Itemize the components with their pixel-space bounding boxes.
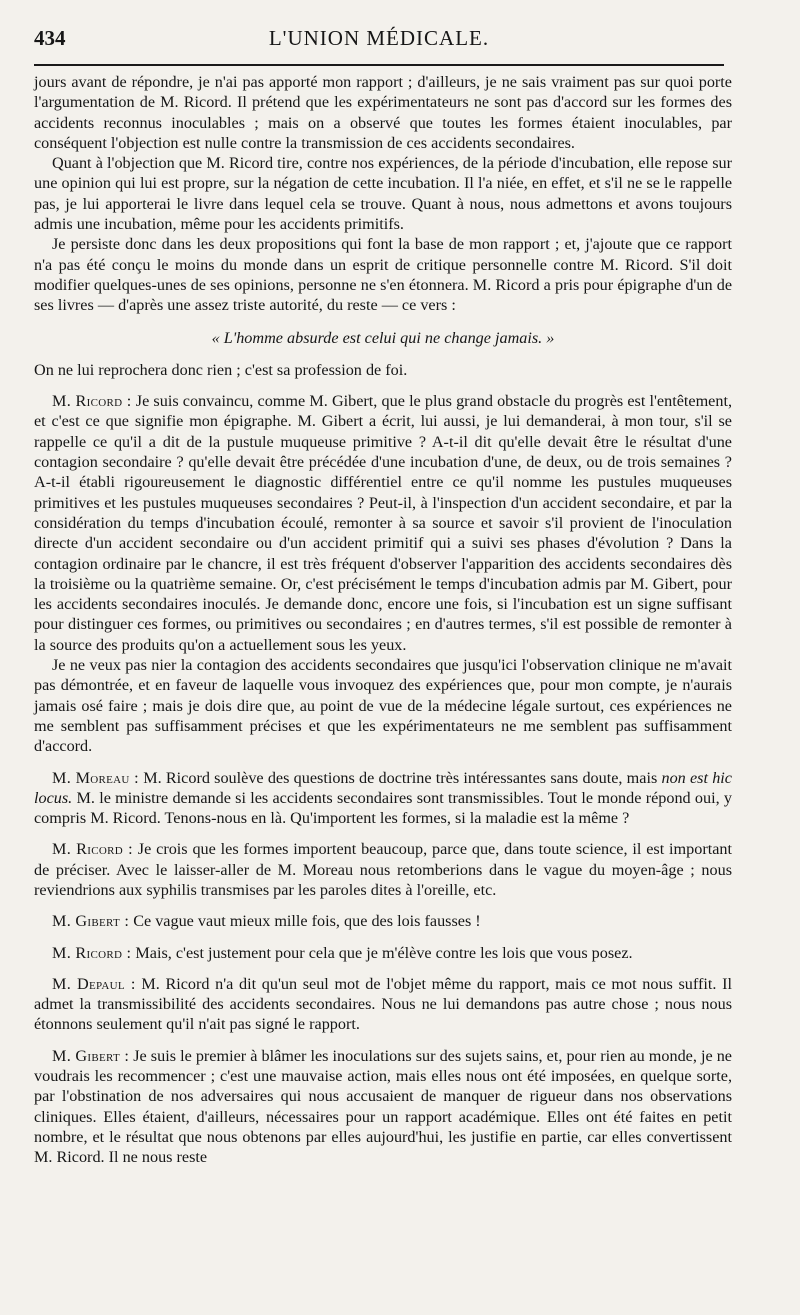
speech-gibert xyxy=(34,911,732,931)
speech-text: Mais, c'est justement pour cela que je m'élève contre les lois que vous posez. xyxy=(131,943,633,962)
paragraph: jours avant de répondre, je n'ai pas apporté mon rapport ; d'ailleurs, je ne sais vraiment pas sur quoi porte l'argumentation de M. Ricord. Il prétend que les expérimentateurs ne sont pas d'accord sur les formes des accidents reconnus inoculables ; mais on a observé que toutes les formes étaient inoculables, par conséquent l'objection est nulle contre la transmission de ces accidents secondaires. xyxy=(34,73,732,152)
article-body xyxy=(34,72,732,1168)
speaker-name: M. Ricord : xyxy=(52,943,132,962)
speech-text: Je suis le premier à blâmer les inoculations sur des sujets sains, et, pour rien au monde, je ne voudrais les recommencer ; c'est une mauvaise action, mais elles nous ont été imposées, en quelque sorte, par l'obstination de nos adversaires qui nous accusaient de manquer de rigueur dans nos observations cliniques. Elles étaient, d'ailleurs, nécessaires pour un rapport académique. Elles ont été faites en petit nombre, et le résultat que nous obtenons par elles aujourd'hui, les justifie en partie, car elles convertissent M. Ricord. Il ne nous reste xyxy=(34,1046,732,1167)
speaker-name: M. Gibert : xyxy=(52,1046,130,1065)
speech-depaul xyxy=(34,974,732,1035)
header-rule xyxy=(34,64,724,66)
paragraph: Je persiste donc dans les deux propositions qui font la base de mon rapport ; et, j'ajoute que ce rapport n'a pas été conçu le moins du monde dans un esprit de critique personnelle contre M. Ricord. S'il doit modifier quelques-unes de ses opinions, personne ne s'en étonnera. M. Ricord a pris pour épigraphe d'un de ses livres — d'après une assez triste autorité, du reste — ce vers : xyxy=(34,235,732,315)
speech-ricord xyxy=(34,943,732,963)
page-header xyxy=(34,26,724,58)
paragraph: Je ne veux pas nier la contagion des accidents secondaires que jusqu'ici l'observation clinique ne m'avait pas démontrée, et en faveur de laquelle vous invoquez des expériences que, pour mon compte, je n'aurais jamais osé faire ; mais je dois dire que, au point de vue de la médecine légale surtout, ces expériences ne me semblent pas suffisamment précises et que les expérimentateurs ne me semblent pas suffisamment d'accord. xyxy=(34,656,732,756)
speaker-name: M. Moreau : xyxy=(52,768,139,787)
running-title: L'UNION MÉDICALE. xyxy=(268,26,490,50)
speech-text: Je crois que les formes importent beaucoup, parce que, dans toute science, il est important de préciser. Avec le laisser-aller de M. Moreau nous retomberions dans le vague du moyen-âge ; nous reviendrions aux syphilis transmises par les paroles dites à l'oreille, etc. xyxy=(34,840,732,899)
speaker-name: M. Ricord : xyxy=(52,840,133,859)
speaker-name: M. Gibert : xyxy=(52,912,130,931)
speaker-name: M. Ricord : xyxy=(52,392,132,411)
speech-text: M. Ricord n'a dit qu'un seul mot de l'objet même du rapport, mais ce mot nous suffit. Il admet la transmissibilité des accidents secondaires. Nous ne lui demandons pas autre chose ; nous nous étonnons seulement qu'il n'ait pas signé le rapport. xyxy=(34,974,732,1034)
speech-text: M. le ministre demande si les accidents secondaires sont transmissibles. Tout le monde répond oui, y compris M. Ricord. Tenons-nous en là. Qu'importent les formes, si la maladie est la même ? xyxy=(34,788,732,828)
speech-moreau xyxy=(34,768,732,829)
speech-ricord xyxy=(34,391,732,655)
speech-text: Ce vague vaut mieux mille fois, que des lois fausses ! xyxy=(129,912,481,931)
paragraph: Quant à l'objection que M. Ricord tire, contre nos expériences, de la période d'incubation, elle repose sur une opinion qui lui est propre, sur la négation de cette incubation. Il l'a niée, en effet, et s'il ne se le rappelle pas, je lui apporterai le livre dans lequel cela se trouve. Quant à nous, nous admettons et avons toujours admis une incubation, même pour les accidents primitifs. xyxy=(34,154,732,234)
speech-gibert xyxy=(34,1046,732,1168)
speech-text: M. Ricord soulève des questions de doctrine très intéressantes sans doute, mais xyxy=(138,768,662,787)
speech-ricord xyxy=(34,839,732,900)
page-number: 434 xyxy=(34,26,66,50)
speaker-name: M. Depaul : xyxy=(52,974,136,993)
speech-text: Je suis convaincu, comme M. Gibert, que le plus grand obstacle du progrès est l'entêtement, et c'est ce que signifie mon épigraphe. M. Gibert a écrit, lui aussi, je lui demanderai, à mon tour, s'il se rappelle ce qu'il a dit de la pustule muqueuse primitive ? A-t-il dit qu'elle devait être le résultat d'une contagion secondaire ? qu'elle devait être précédée d'une incubation d'une, de deux, ou de trois semaines ? A-t-il établi rigoureusement le diagnostic différentiel entre ce qu'il nomme les pustules muqueuses primitives et les pustules muqueuses secondaires ? Peut-il, à l'inspection d'un accident secondaire, et par la considération du temps d'incubation écoulé, remonter à sa source et savoir s'il provient de l'inoculation directe d'un accident secondaire ou d'un accident primitif qui a suivi ses phases d'évolution ? Dans la contagion ordinaire par le chancre, il est très fréquent d'observer l'apparition des accidents secondaires dès la troisième ou la quatrième semaine. Or, c'est précisément le temps d'incubation admis par M. Gibert, pour les accidents secondaires inoculés. Je demande donc, encore une fois, si l'incubation est un signe suffisant pour distinguer ces formes, ou primitives ou secondaires ; en d'autres termes, s'il est possible de remonter à la source des produits qu'on a actuellement sous les yeux. xyxy=(34,392,732,654)
paragraph: On ne lui reprochera donc rien ; c'est sa profession de foi. xyxy=(34,360,408,379)
epigraph-quote: « L'homme absurde est celui qui ne change jamais. » xyxy=(211,328,555,347)
latin-phrase: non est hic locus. xyxy=(34,768,732,807)
